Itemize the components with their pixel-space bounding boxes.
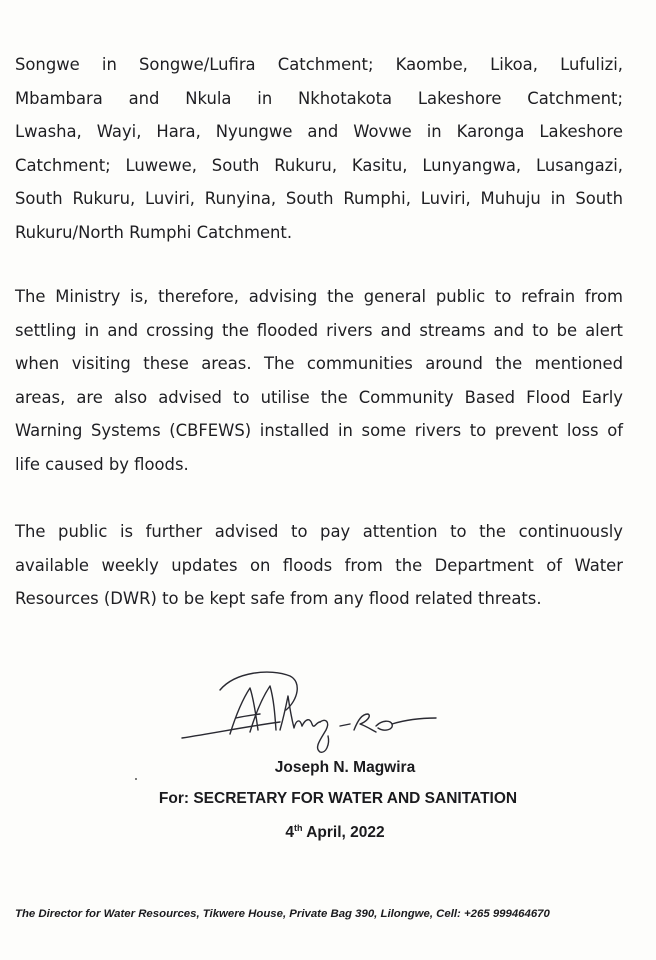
paragraph-ministry-advice <box>15 280 623 481</box>
text-line: Lwasha, Wayi, Hara, Nyungwe and Wovwe in Karonga Lakeshore <box>15 122 623 141</box>
signer-name: Joseph N. Magwira <box>274 759 416 776</box>
text-line: The Ministry is, therefore, advising the general public to refrain from <box>15 287 623 306</box>
date-rest: April, 2022 <box>302 824 385 841</box>
text-line: Mbambara and Nkula in Nkhotakota Lakeshore Catchment; <box>15 88 623 108</box>
text-line: settling in and crossing the flooded rivers and streams and to be alert <box>15 320 623 340</box>
handwritten-signature <box>180 660 440 760</box>
text-line: South Rukuru, Luviri, Runyina, South Rumphi, Luviri, Muhuju in South <box>15 189 623 208</box>
date-day: 4 <box>285 824 294 841</box>
signed-date <box>7 823 656 842</box>
text-line: Catchment; Luwewe, South Rukuru, Kasitu, Lunyangwa, Lusangazi, <box>15 155 623 175</box>
footer-contact-line: The Director for Water Resources, Tikwere House, Private Bag 390, Lilongwe, Cell: +265 999464670 <box>15 908 550 920</box>
text-line: areas, are also advised to utilise the Community Based Flood Early <box>15 387 623 407</box>
ink-speck <box>135 778 137 780</box>
text-line: Resources (DWR) to be kept safe from any flood related threats. <box>15 589 542 608</box>
text-line: life caused by floods. <box>15 454 189 474</box>
paragraph-affected-rivers <box>15 48 623 249</box>
text-line: Warning Systems (CBFEWS) installed in some rivers to prevent loss of <box>15 421 623 440</box>
paragraph-public-updates <box>15 515 623 616</box>
date-suffix: th <box>293 823 303 833</box>
text-line: when visiting these areas. The communities around the mentioned <box>15 354 623 373</box>
text-line: Songwe in Songwe/Lufira Catchment; Kaombe, Likoa, Lufulizi, <box>15 55 623 74</box>
signer-title: For: SECRETARY FOR WATER AND SANITATION <box>158 790 518 807</box>
text-line: available weekly updates on floods from the Department of Water <box>15 555 623 575</box>
text-line: The public is further advised to pay attention to the continuously <box>15 522 623 541</box>
text-line: Rukuru/North Rumphi Catchment. <box>15 222 293 242</box>
